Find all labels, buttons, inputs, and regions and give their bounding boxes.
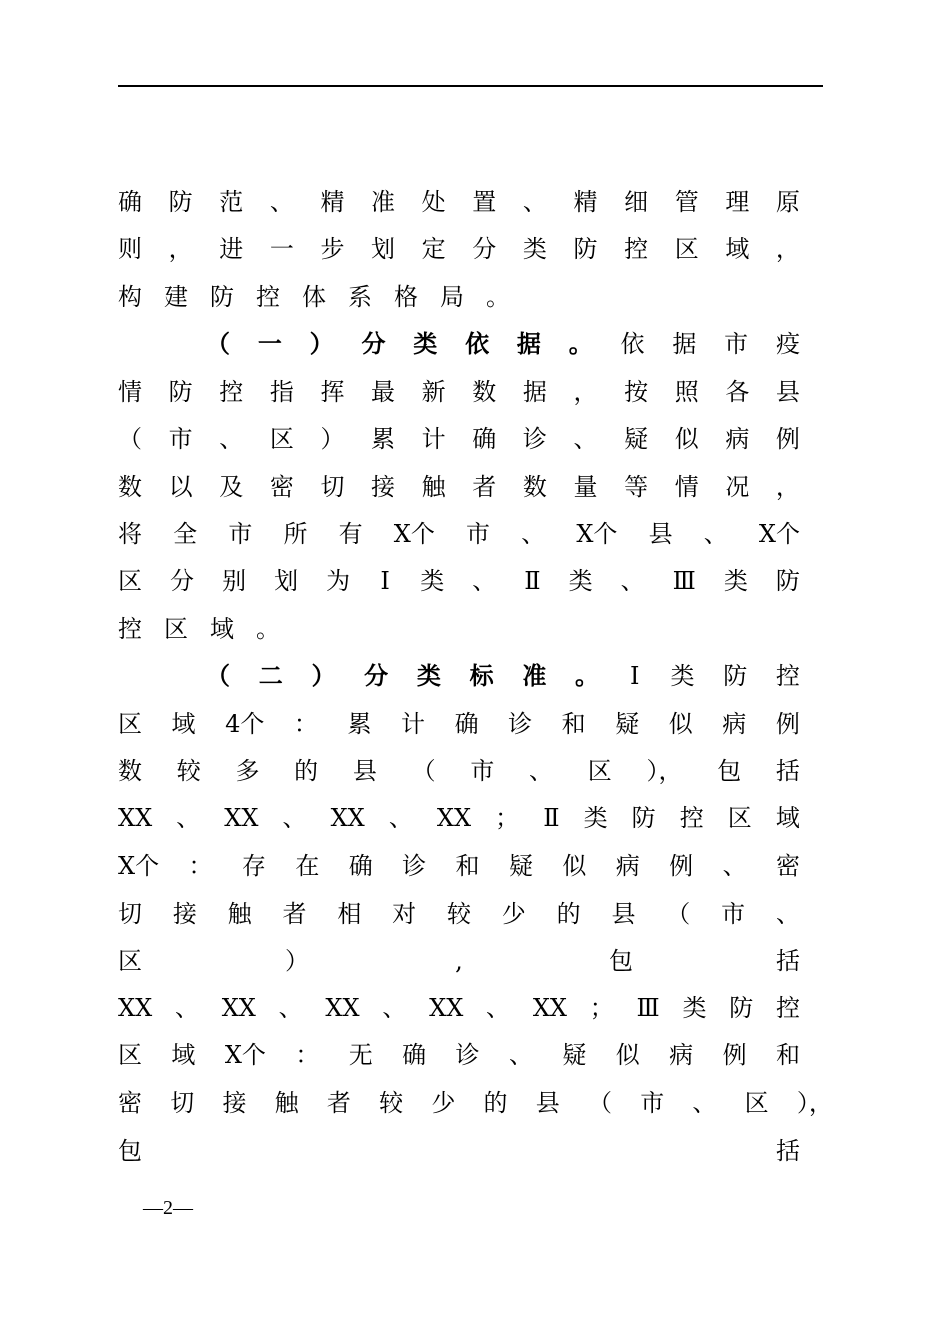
text-line [118, 896, 800, 932]
text-char: ： [295, 1041, 320, 1069]
text-char: 局 [440, 283, 464, 311]
text-line [118, 1085, 833, 1121]
text-char: 例 [775, 710, 800, 738]
text-char: 防 [168, 188, 193, 216]
text-char: 指 [269, 378, 294, 406]
text-char: （ [666, 900, 691, 928]
text-char: 者 [472, 473, 497, 501]
text-char: 触 [227, 900, 252, 928]
text-line [118, 848, 800, 884]
text-char: 、 [703, 520, 728, 548]
text-line [118, 421, 800, 457]
text-char: 区 [587, 757, 612, 785]
text-char: XX [118, 804, 153, 832]
text-line [118, 279, 800, 315]
text-char: 、 [278, 994, 303, 1022]
text-char: 市 [228, 520, 253, 548]
text-char: X个 [118, 852, 160, 880]
text-char: 、 [529, 757, 554, 785]
text-char: 区 [118, 567, 142, 595]
text-char: 较 [446, 900, 471, 928]
text-char: 疑 [615, 710, 640, 738]
text-char: （ [587, 1089, 612, 1117]
text-char: 一 [269, 235, 294, 263]
text-char: 域 [171, 1041, 196, 1069]
text-line [118, 469, 800, 505]
text-char: 类 [723, 567, 748, 595]
text-line [118, 753, 800, 789]
text-char: 较 [379, 1089, 404, 1117]
heading-char: 分 [361, 329, 386, 358]
text-char: 累 [371, 425, 396, 453]
text-line [206, 658, 800, 694]
text-char: 精 [573, 188, 598, 216]
text-char: 诊 [508, 710, 533, 738]
text-char: 区 [118, 1041, 142, 1069]
text-line [118, 184, 800, 220]
text-char: XX [325, 994, 360, 1022]
text-char: 例 [775, 425, 800, 453]
text-char: 格 [394, 283, 418, 311]
text-char: 类 [568, 567, 593, 595]
text-char: 无 [348, 1041, 373, 1069]
text-char: , [455, 947, 463, 975]
page-number: —2— [143, 1197, 193, 1219]
text-char: 者 [326, 1089, 351, 1117]
text-char: 确 [402, 1041, 427, 1069]
text-char: 市 [724, 330, 749, 358]
text-char: 疑 [624, 425, 649, 453]
text-char: 类 [682, 994, 707, 1022]
text-char: 防 [631, 804, 656, 832]
text-char: 别 [222, 567, 247, 595]
text-char: 新 [421, 378, 446, 406]
text-char: 、 [472, 567, 497, 595]
text-char: ： [293, 710, 318, 738]
text-char: 密 [269, 473, 294, 501]
text-char: 市 [466, 520, 491, 548]
text-char: 多 [235, 757, 260, 785]
text-char: 各 [725, 378, 750, 406]
text-char: 原 [775, 188, 800, 216]
text-char: 似 [668, 710, 693, 738]
text-char: 区 [118, 947, 142, 975]
text-char: 控 [219, 378, 244, 406]
text-char: 防 [775, 567, 800, 595]
heading-char: 一 [257, 329, 282, 358]
text-char: 数 [118, 757, 142, 785]
text-char: 切 [118, 900, 142, 928]
text-char: ： [188, 852, 213, 880]
text-char: 防 [729, 994, 754, 1022]
text-char: 确 [454, 710, 479, 738]
text-char: 及 [219, 473, 244, 501]
text-char: 区 [118, 710, 142, 738]
text-char: 照 [674, 378, 699, 406]
heading-char: 准 [522, 661, 547, 690]
text-char: 密 [775, 852, 800, 880]
text-char: 括 [775, 757, 800, 785]
text-char: 以 [168, 473, 193, 501]
text-char: 少 [431, 1089, 456, 1117]
text-char: Ⅱ [543, 804, 560, 832]
text-char: ）， [796, 1089, 833, 1117]
text-char: 处 [421, 188, 446, 216]
text-char: 括 [776, 1137, 800, 1165]
text-char: 准 [371, 188, 396, 216]
text-char: 、 [282, 804, 307, 832]
text-char: 市 [168, 425, 193, 453]
text-char: 疑 [562, 1041, 587, 1069]
text-char: X个 [224, 1041, 266, 1069]
text-char: 系 [348, 283, 372, 311]
text-char: 构 [118, 283, 142, 311]
text-char: 类 [583, 804, 608, 832]
text-char: 分 [170, 567, 195, 595]
text-char: Ⅰ [630, 662, 640, 690]
text-char: 例 [669, 852, 694, 880]
text-char: 县 [775, 378, 800, 406]
text-char: 建 [164, 283, 188, 311]
text-char: 相 [337, 900, 362, 928]
text-line [118, 231, 800, 267]
text-char: 类 [522, 235, 547, 263]
text-char: 似 [562, 852, 587, 880]
text-line [118, 1037, 800, 1073]
text-char: 县 [648, 520, 673, 548]
text-char: 、 [382, 994, 407, 1022]
text-line [118, 943, 800, 979]
text-char: 定 [421, 235, 446, 263]
text-char: XX [221, 994, 256, 1022]
text-line [118, 706, 800, 742]
text-char: 市 [721, 900, 746, 928]
heading-char: 据 [516, 329, 541, 358]
text-char: 县 [535, 1089, 560, 1117]
text-char: 市 [640, 1089, 665, 1117]
text-char: 县 [611, 900, 636, 928]
text-char: 划 [371, 235, 396, 263]
text-char: 疫 [775, 330, 800, 358]
text-char: 密 [118, 1089, 142, 1117]
text-char: 、 [775, 900, 800, 928]
text-char: 诊 [402, 852, 427, 880]
text-char: 控 [775, 662, 800, 690]
text-char: 细 [624, 188, 649, 216]
heading-char: 类 [416, 661, 441, 690]
text-char: 情 [674, 473, 699, 501]
text-char: 控 [679, 804, 704, 832]
text-char: 为 [326, 567, 351, 595]
text-char: 接 [371, 473, 396, 501]
text-char: 有 [338, 520, 363, 548]
text-char: 域 [171, 710, 196, 738]
text-line [118, 374, 800, 410]
text-char: 量 [573, 473, 598, 501]
text-char: Ⅲ [636, 994, 660, 1022]
text-char: XX [532, 994, 567, 1022]
text-char: 控 [118, 615, 142, 643]
text-char: 、 [388, 804, 413, 832]
heading-char: 分 [364, 661, 389, 690]
text-char: 、 [174, 994, 199, 1022]
text-line [206, 326, 800, 362]
text-char: 确 [118, 188, 142, 216]
text-char: 病 [615, 852, 640, 880]
text-char: 、 [176, 804, 201, 832]
text-line [118, 516, 800, 552]
text-char: 况 [725, 473, 750, 501]
text-char: 的 [556, 900, 581, 928]
text-char: 计 [421, 425, 446, 453]
text-char: 等 [624, 473, 649, 501]
text-char: 4个 [225, 710, 265, 738]
text-char: 接 [172, 900, 197, 928]
heading-char: （ [206, 329, 230, 358]
text-char: 步 [320, 235, 345, 263]
text-char: 分 [472, 235, 497, 263]
text-char: 防 [723, 662, 748, 690]
text-char: 域 [775, 804, 800, 832]
text-char: Ⅰ [380, 567, 390, 595]
text-char: 最 [371, 378, 396, 406]
text-char: ） [320, 425, 345, 453]
text-char: 的 [294, 757, 319, 785]
text-char: 计 [401, 710, 426, 738]
text-char: 病 [725, 425, 750, 453]
text-char: 包 [609, 947, 633, 975]
text-char: X个 [758, 520, 800, 548]
text-char: 将 [118, 520, 142, 548]
text-char: 括 [776, 947, 800, 975]
text-char: 病 [669, 1041, 694, 1069]
heading-char: 。 [568, 329, 593, 358]
text-char: 县 [352, 757, 377, 785]
text-char: 控 [256, 283, 280, 311]
text-char: 全 [173, 520, 198, 548]
text-char: 较 [176, 757, 201, 785]
text-char: XX [118, 994, 153, 1022]
text-char: 据 [522, 378, 547, 406]
text-line [118, 800, 800, 836]
heading-char: ） [311, 661, 336, 690]
text-char: 对 [392, 900, 417, 928]
text-char: 范 [219, 188, 244, 216]
text-char: 数 [118, 473, 142, 501]
text-char: 置 [472, 188, 497, 216]
header-rule [118, 85, 823, 87]
text-char: 确 [472, 425, 497, 453]
text-char: 、 [508, 1041, 533, 1069]
text-line [118, 1133, 800, 1169]
text-char: 区 [744, 1089, 769, 1117]
text-char: 包 [118, 1137, 142, 1165]
text-char: XX [330, 804, 365, 832]
text-char: 域 [725, 235, 750, 263]
text-char: 疑 [508, 852, 533, 880]
text-char: 和 [455, 852, 480, 880]
text-char: 、 [269, 188, 294, 216]
text-char: 、 [573, 425, 598, 453]
text-char: 确 [348, 852, 373, 880]
text-char: Ⅲ [672, 567, 696, 595]
text-char: 似 [615, 1041, 640, 1069]
text-char: 数 [522, 473, 547, 501]
heading-char: ） [309, 329, 334, 358]
text-char: 。 [256, 615, 280, 643]
text-char: 和 [561, 710, 586, 738]
text-char: 区 [727, 804, 752, 832]
text-char: 、 [486, 994, 511, 1022]
text-char: 控 [624, 235, 649, 263]
text-char: ）， [646, 757, 683, 785]
text-char: 、 [521, 520, 546, 548]
heading-char: 类 [413, 329, 438, 358]
text-char: 数 [472, 378, 497, 406]
text-char: 控 [775, 994, 800, 1022]
text-char: 少 [501, 900, 526, 928]
text-char: （ [411, 757, 436, 785]
text-char: 在 [295, 852, 320, 880]
text-char: XX [224, 804, 259, 832]
heading-char: 标 [469, 661, 494, 690]
text-char: 管 [674, 188, 699, 216]
text-char: 则 [118, 235, 142, 263]
text-char: 类 [670, 662, 695, 690]
text-char: ； [495, 804, 520, 832]
text-char: 市 [470, 757, 495, 785]
text-char: 精 [320, 188, 345, 216]
text-line [118, 563, 800, 599]
text-char: XX [429, 994, 464, 1022]
text-char: 据 [672, 330, 697, 358]
heading-char: 。 [575, 661, 600, 690]
text-line [118, 611, 800, 647]
text-char: 区 [674, 235, 699, 263]
text-char: 和 [775, 1041, 800, 1069]
text-char: 划 [274, 567, 299, 595]
text-char: 、 [620, 567, 645, 595]
heading-char: （ [206, 661, 230, 690]
text-char: 切 [320, 473, 345, 501]
text-char: 防 [573, 235, 598, 263]
text-char: ， [573, 378, 598, 406]
text-char: ， [775, 473, 800, 501]
text-char: 诊 [455, 1041, 480, 1069]
text-char: 存 [241, 852, 266, 880]
text-char: 。 [486, 283, 510, 311]
text-char: 按 [624, 378, 649, 406]
text-char: ； [589, 994, 614, 1022]
text-char: Ⅱ [524, 567, 541, 595]
text-char: 切 [170, 1089, 195, 1117]
text-char: 似 [674, 425, 699, 453]
text-char: 例 [722, 1041, 747, 1069]
text-char: 、 [219, 425, 244, 453]
text-char: 诊 [522, 425, 547, 453]
text-char: X个 [576, 520, 618, 548]
text-char: （ [118, 425, 142, 453]
text-char: 防 [210, 283, 234, 311]
text-char: 累 [347, 710, 372, 738]
text-char: ） [285, 947, 309, 975]
text-char: 包 [717, 757, 742, 785]
text-char: 依 [620, 330, 645, 358]
text-char: 触 [274, 1089, 299, 1117]
text-char: 域 [210, 615, 234, 643]
text-char: 理 [725, 188, 750, 216]
text-char: 防 [168, 378, 193, 406]
text-char: 区 [269, 425, 294, 453]
text-char: 触 [421, 473, 446, 501]
text-char: X个 [393, 520, 435, 548]
text-char: 进 [219, 235, 244, 263]
text-char: 、 [692, 1089, 717, 1117]
text-line [118, 990, 800, 1026]
text-char: 区 [164, 615, 188, 643]
text-char: 所 [283, 520, 308, 548]
heading-char: 二 [258, 661, 283, 690]
text-char: 接 [222, 1089, 247, 1117]
text-char: 体 [302, 283, 326, 311]
text-char: 挥 [320, 378, 345, 406]
text-char: 、 [722, 852, 747, 880]
text-char: 者 [282, 900, 307, 928]
text-char: 类 [420, 567, 445, 595]
text-char: 、 [522, 188, 547, 216]
text-char: ， [168, 235, 193, 263]
heading-char: 依 [465, 329, 490, 358]
text-char: ， [775, 235, 800, 263]
text-char: 病 [722, 710, 747, 738]
text-char: 的 [483, 1089, 508, 1117]
text-char: XX [436, 804, 472, 832]
text-char: 情 [118, 378, 142, 406]
